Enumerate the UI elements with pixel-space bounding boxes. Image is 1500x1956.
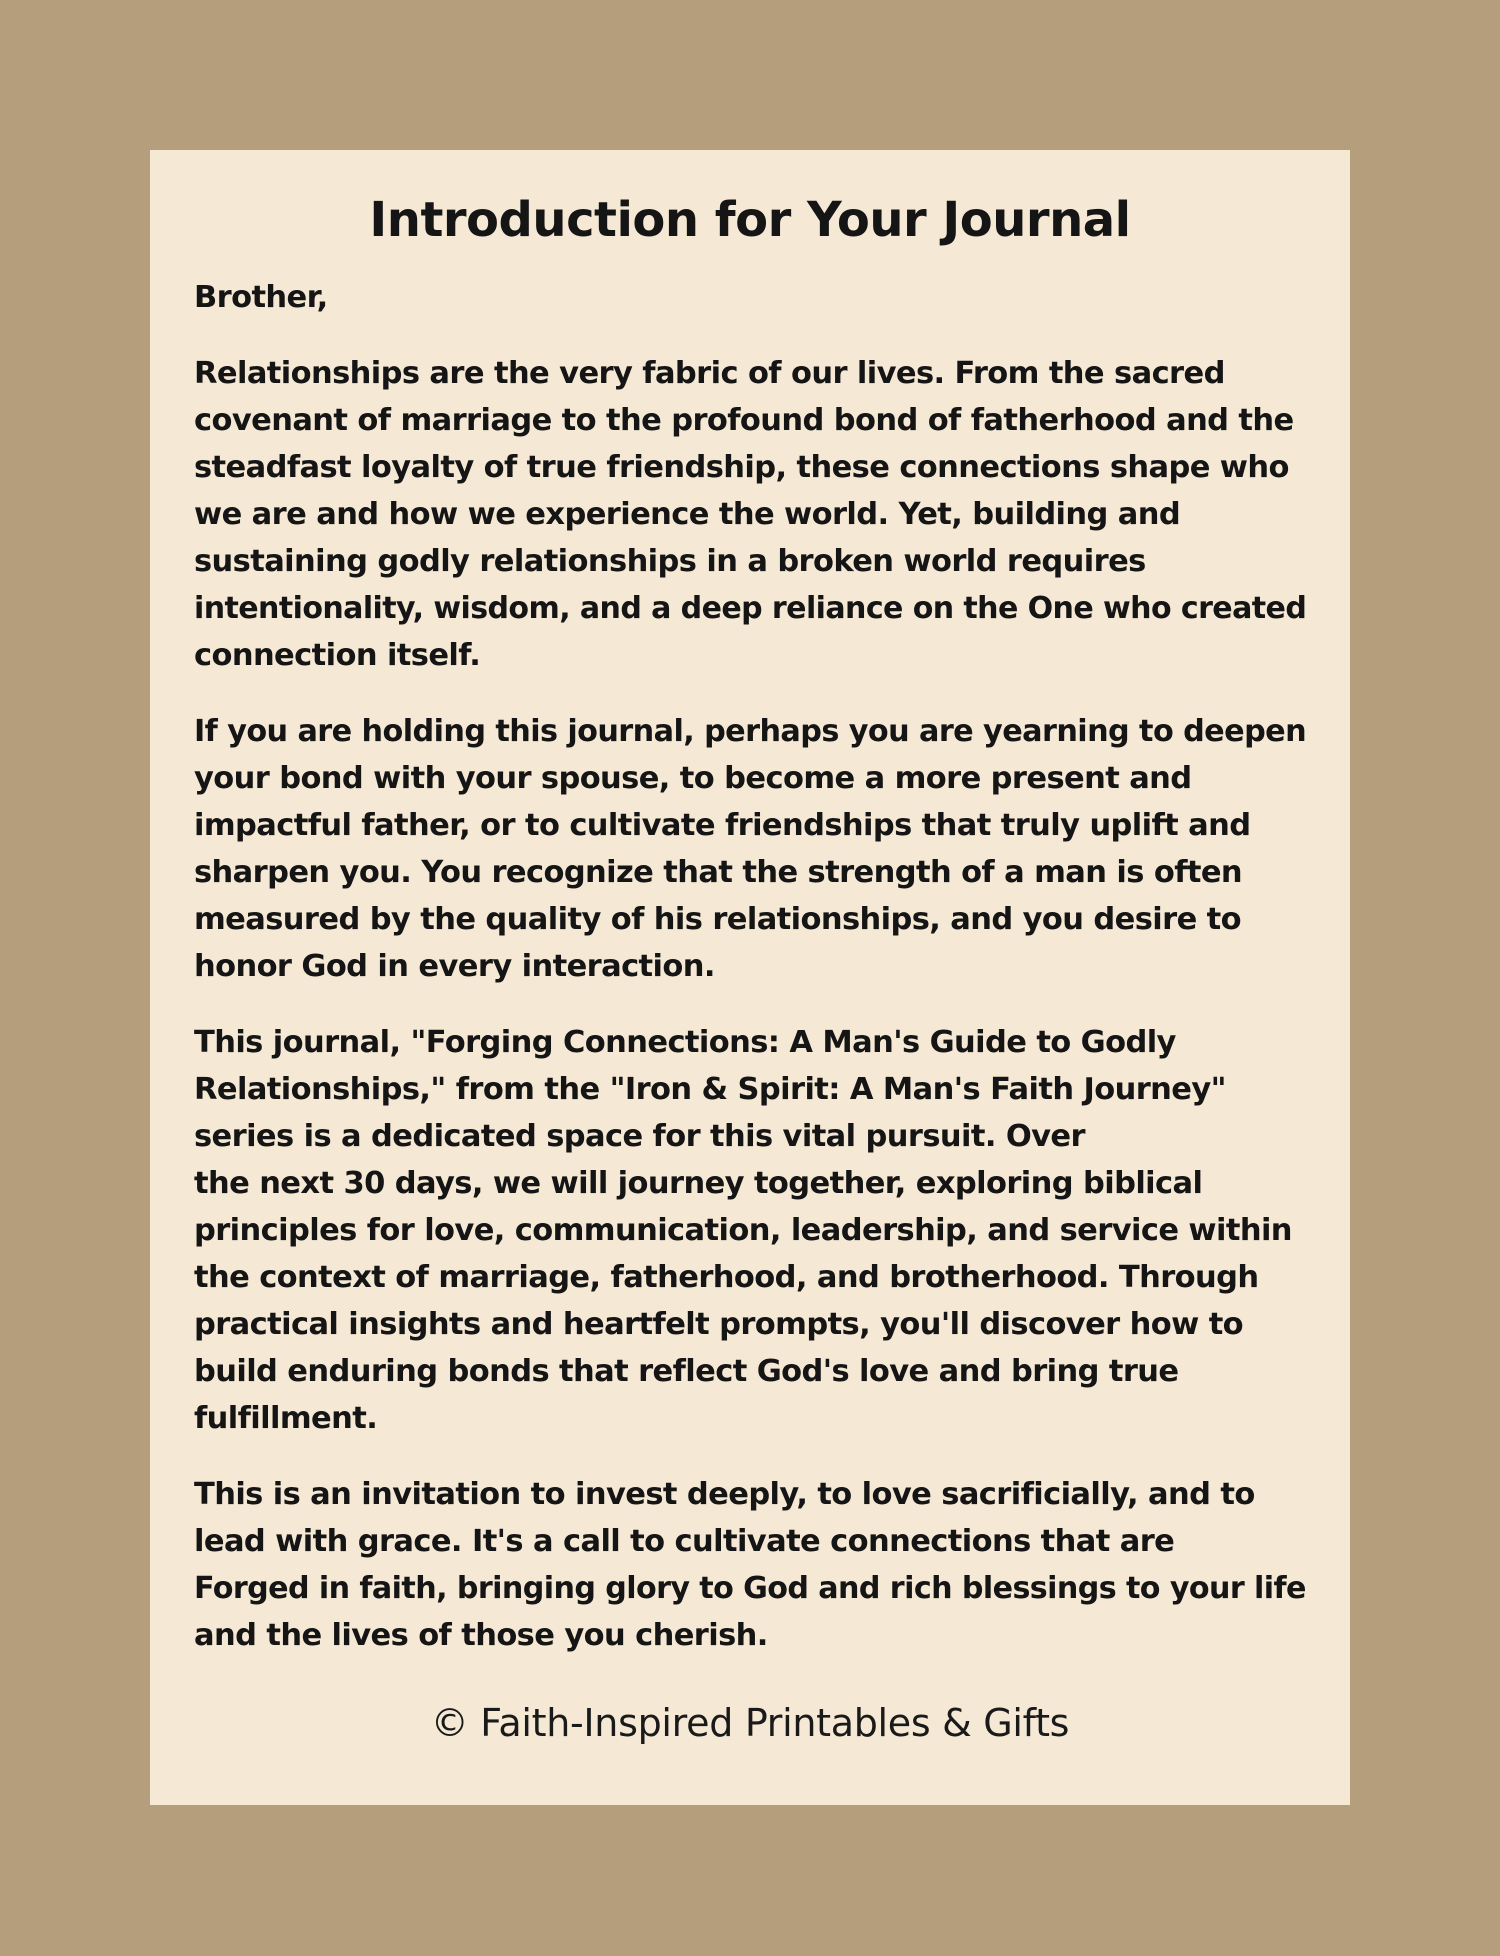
copyright-footer: © Faith-Inspired Printables & Gifts bbox=[430, 1701, 1070, 1745]
letter-body bbox=[194, 274, 1306, 1659]
paragraph-4 bbox=[194, 1471, 1306, 1659]
salutation bbox=[194, 274, 1306, 321]
paragraph-line: the context of marriage, fatherhood, and brotherhood. Through bbox=[194, 1260, 1259, 1295]
page-title: Introduction for Your Journal bbox=[369, 192, 1131, 248]
paragraph-line: we are and how we experience the world. Yet, building and bbox=[194, 497, 1181, 532]
paragraph-line: honor God in every interaction. bbox=[194, 949, 715, 984]
paragraph-line: Forged in faith, bringing glory to God and rich blessings to your life bbox=[194, 1571, 1306, 1606]
paragraph-line: This journal, "Forging Connections: A Man's Guide to Godly bbox=[194, 1025, 1176, 1060]
paragraph-3 bbox=[194, 1019, 1306, 1442]
paragraph-line: steadfast loyalty of true friendship, these connections shape who bbox=[194, 450, 1289, 485]
paragraph-line: series is a dedicated space for this vital pursuit. Over bbox=[194, 1119, 1085, 1154]
paragraph-line: covenant of marriage to the profound bond of fatherhood and the bbox=[194, 403, 1294, 438]
paragraph-line: This is an invitation to invest deeply, to love sacrificially, and to bbox=[194, 1477, 1255, 1512]
paragraph-line: Relationships are the very fabric of our lives. From the sacred bbox=[194, 356, 1225, 391]
paragraph-line: measured by the quality of his relationships, and you desire to bbox=[194, 902, 1242, 937]
paragraph-line: principles for love, communication, leadership, and service within bbox=[194, 1213, 1292, 1248]
paragraph-line: If you are holding this journal, perhaps you are yearning to deepen bbox=[194, 714, 1307, 749]
paragraph-line: build enduring bonds that reflect God's love and bring true bbox=[194, 1354, 1179, 1389]
salutation-text: Brother, bbox=[194, 280, 328, 315]
paragraph-line: impactful father, or to cultivate friendships that truly uplift and bbox=[194, 808, 1251, 843]
paragraph-line: and the lives of those you cherish. bbox=[194, 1618, 768, 1653]
paragraph-line: sustaining godly relationships in a broken world requires bbox=[194, 544, 1146, 579]
paragraph-line: Relationships," from the "Iron & Spirit: A Man's Faith Journey" bbox=[194, 1072, 1226, 1107]
paragraph-line: lead with grace. It's a call to cultivate connections that are bbox=[194, 1524, 1175, 1559]
paragraph-line: practical insights and heartfelt prompts, you'll discover how to bbox=[194, 1307, 1244, 1342]
paragraph-line: sharpen you. You recognize that the strength of a man is often bbox=[194, 855, 1243, 890]
paragraph-line: connection itself. bbox=[194, 638, 481, 673]
paragraph-1 bbox=[194, 350, 1306, 679]
paragraph-2 bbox=[194, 708, 1306, 990]
journal-page bbox=[150, 150, 1350, 1805]
paragraph-line: your bond with your spouse, to become a more present and bbox=[194, 761, 1192, 796]
paragraph-line: the next 30 days, we will journey together, exploring biblical bbox=[194, 1166, 1203, 1201]
paragraph-line: fulfillment. bbox=[194, 1401, 378, 1436]
paragraph-line: intentionality, wisdom, and a deep reliance on the One who created bbox=[194, 591, 1307, 626]
